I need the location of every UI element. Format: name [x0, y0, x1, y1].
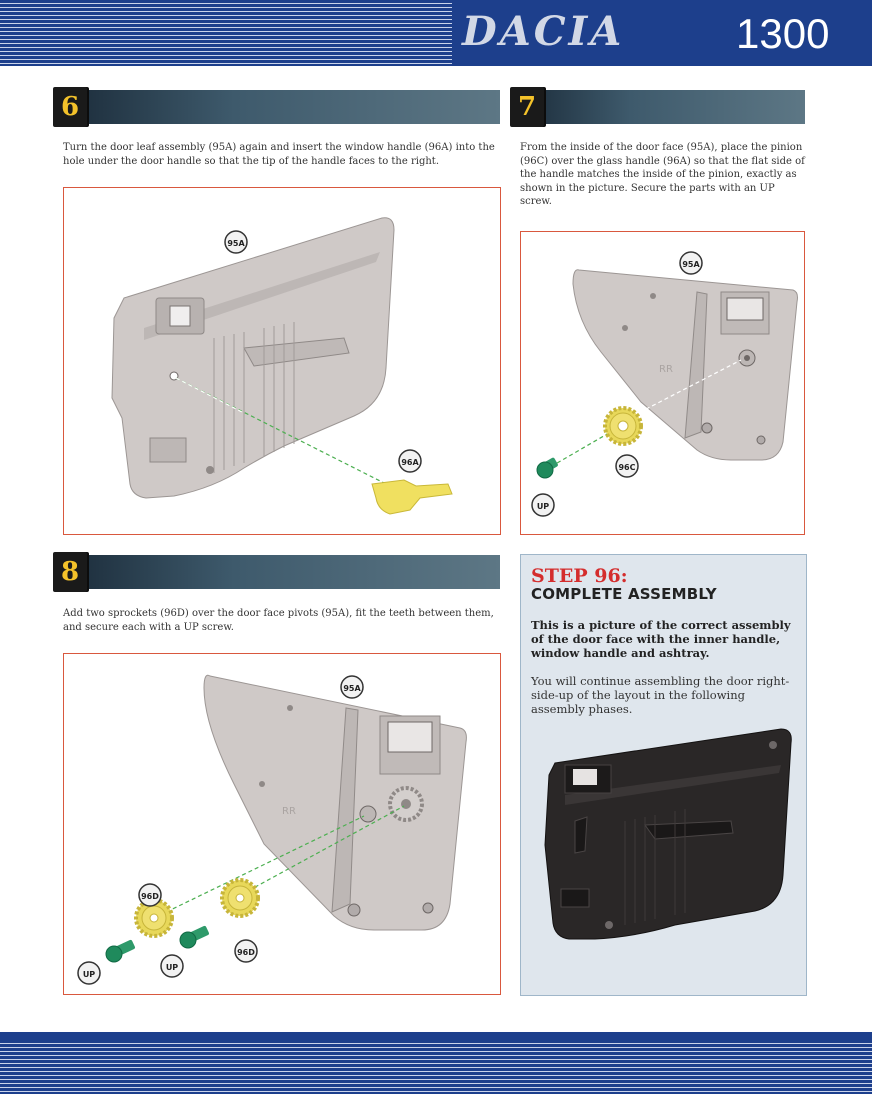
step-7-label-up: UP [536, 502, 550, 511]
sidebar-heading: COMPLETE ASSEMBLY [531, 585, 717, 603]
step-7-bar [514, 90, 805, 124]
svg-text:RR: RR [282, 806, 296, 817]
step-8-figure [63, 653, 501, 995]
sidebar-bold-text: This is a picture of the correct assembly of the door face with the inner handle, window handle and ashtray. [531, 618, 791, 660]
step-6-figure [63, 187, 501, 535]
step-6-bar [57, 90, 500, 124]
step-7-label-96c: 96C [618, 463, 636, 472]
model-number: 1300 [736, 10, 830, 57]
complete-assembly-illustration [535, 725, 797, 947]
step-6-illustration [64, 188, 500, 534]
step-6-label-96a: 96A [401, 458, 419, 467]
step-7-illustration [521, 232, 804, 534]
step-7-label-95a: 95A [682, 260, 700, 269]
sidebar-body-text: You will continue assembling the door right-side-up of the layout in the following assembly phases. [531, 674, 790, 716]
step-7-number: 7 [510, 87, 544, 127]
step-8-label-up-right: UP [165, 963, 179, 972]
complete-assembly-panel [520, 554, 807, 996]
brand-logo: DACIA [462, 8, 625, 55]
step-8-label-96d-right: 96D [237, 948, 255, 957]
page-footer [0, 1032, 872, 1094]
step-7-figure [520, 231, 805, 535]
step-6-number: 6 [53, 87, 87, 127]
svg-text:RR: RR [659, 364, 673, 375]
step-6-label-95a: 95A [227, 239, 245, 248]
step-8-text: Add two sprockets (96D) over the door face pivots (95A), fit the teeth between them, and secure each with a UP screw. [63, 608, 494, 633]
footer-band [0, 1032, 872, 1040]
header-stripes [0, 0, 452, 66]
step-6-text: Turn the door leaf assembly (95A) again and insert the window handle (96A) into the hole under the door handle so that the tip of the handle faces to the right. [63, 142, 495, 167]
step-8-illustration [64, 654, 500, 994]
step-8-label-95a: 95A [343, 684, 361, 693]
sidebar-step: STEP 96: [531, 565, 628, 587]
step-8-label-up-left: UP [82, 970, 96, 979]
step-8-bar [57, 555, 500, 589]
step-8-number: 8 [53, 552, 87, 592]
step-7-text: From the inside of the door face (95A), place the pinion (96C) over the glass handle (96A) so that the flat side of the handle matches the inside of the pinion, exactly as shown in the picture. Secure the parts with an UP screw. [520, 142, 805, 207]
step-8-label-96d-left: 96D [141, 892, 159, 901]
